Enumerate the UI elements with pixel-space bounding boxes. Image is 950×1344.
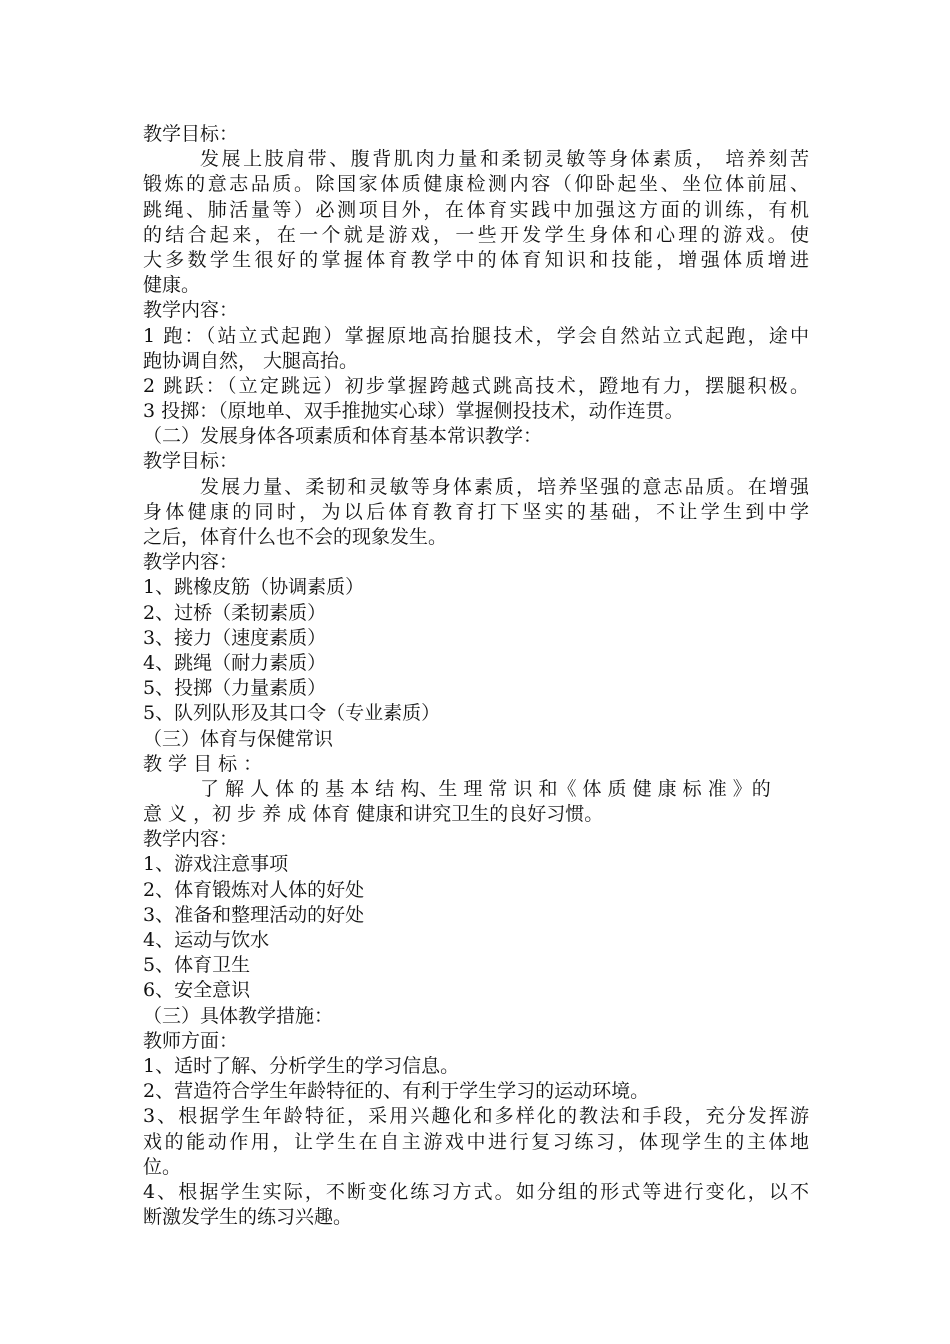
section3-list-item: 2、体育锻炼对人体的好处 bbox=[143, 878, 365, 901]
section2-goal-line: 身体健康的同时，为以后体育教育打下坚实的基础，不让学生到中学 bbox=[143, 500, 809, 523]
section3-goal-heading: 教 学 目 标 ： bbox=[143, 752, 263, 775]
section1-content-line: 跑协调自然， 大腿高抬。 bbox=[143, 349, 359, 372]
section3-list-item: 6、安全意识 bbox=[143, 979, 251, 1002]
section2-content-heading: 教学内容： bbox=[143, 551, 239, 574]
section2-list-item: 4、跳绳（耐力素质） bbox=[143, 651, 327, 674]
section3-list-item: 5、体育卫生 bbox=[143, 954, 251, 977]
section1-content-line: 1 跑：（站立式起跑）掌握原地高抬腿技术，学会自然站立式起跑，途中 bbox=[143, 324, 809, 347]
section4-title: （三）具体教学措施： bbox=[143, 1004, 334, 1027]
section4-teacher-heading: 教师方面： bbox=[143, 1029, 239, 1052]
section2-list-item: 1、跳橡皮筋（协调素质） bbox=[143, 576, 365, 599]
section2-list-item: 2、过桥（柔韧素质） bbox=[143, 601, 327, 624]
section2-list-item: 5、投掷（力量素质） bbox=[143, 677, 327, 700]
section1-content-heading: 教学内容： bbox=[143, 299, 239, 322]
section1-content-line: 2 跳跃：（立定跳远）初步掌握跨越式跳高技术，蹬地有力，摆腿积极。 bbox=[143, 374, 809, 397]
section4-line: 3、根据学生年龄特征，采用兴趣化和多样化的教法和手段，充分发挥游 bbox=[143, 1105, 809, 1128]
section2-goal-heading: 教学目标： bbox=[143, 450, 239, 473]
section3-list-item: 4、运动与饮水 bbox=[143, 929, 270, 951]
section2-list-item: 3、接力（速度素质） bbox=[143, 626, 327, 649]
section4-line: 4、根据学生实际，不断变化练习方式。如分组的形式等进行变化，以不 bbox=[143, 1180, 809, 1203]
section3-goal-line: 了 解 人 体 的 基 本 结 构、生 理 常 识 和《 体 质 健 康 标 准 》的 bbox=[200, 777, 771, 800]
section1-goal-line: 健康。 bbox=[143, 274, 201, 297]
section1-goal-line: 发展上肢肩带、腹背肌肉力量和柔韧灵敏等身体素质， 培养刻苦 bbox=[200, 148, 809, 171]
section2-list-item: 5、队列队形及其口令（专业素质） bbox=[143, 702, 441, 725]
section3-list-item: 3、准备和整理活动的好处 bbox=[143, 903, 365, 926]
section4-line: 位。 bbox=[143, 1155, 182, 1178]
section2-goal-line: 之后，体育什么也不会的现象发生。 bbox=[143, 526, 448, 548]
section3-goal-line: 意 义 ，初 步 养 成 体育 健康和讲究卫生的良好习惯。 bbox=[143, 803, 604, 826]
section2-title: （二）发展身体各项素质和体育基本常识教学： bbox=[143, 425, 543, 448]
section3-content-heading: 教学内容： bbox=[143, 828, 239, 851]
section1-content-line: 3 投掷：（原地单、双手推抛实心球）掌握侧投技术，动作连贯。 bbox=[143, 400, 684, 423]
section1-goal-line: 的结合起来，在一个就是游戏，一些开发学生身体和心理的游戏。使 bbox=[143, 223, 809, 246]
section2-goal-line: 发展力量、柔韧和灵敏等身体素质，培养坚强的意志品质。在增强 bbox=[200, 475, 809, 498]
section4-line: 戏的能动作用，让学生在自主游戏中进行复习练习，体现学生的主体地 bbox=[143, 1130, 809, 1153]
section4-line: 2、营造符合学生年龄特征的、有利于学生学习的运动环境。 bbox=[143, 1080, 650, 1103]
section1-goal-heading: 教学目标： bbox=[143, 123, 239, 145]
section1-goal-line: 锻炼的意志品质。除国家体质健康检测内容（仰卧起坐、坐位体前屈、 bbox=[143, 173, 809, 196]
section1-goal-line: 大多数学生很好的掌握体育教学中的体育知识和技能，增强体质增进 bbox=[143, 248, 809, 271]
document-page bbox=[143, 122, 809, 1230]
section3-title: （三）体育与保健常识 bbox=[143, 727, 334, 750]
section4-line: 断激发学生的练习兴趣。 bbox=[143, 1206, 353, 1229]
section3-list-item: 1、游戏注意事项 bbox=[143, 853, 289, 876]
section4-line: 1、适时了解、分析学生的学习信息。 bbox=[143, 1054, 460, 1077]
section1-goal-line: 跳绳、肺活量等）必测项目外，在体育实践中加强这方面的训练，有机 bbox=[143, 198, 809, 221]
